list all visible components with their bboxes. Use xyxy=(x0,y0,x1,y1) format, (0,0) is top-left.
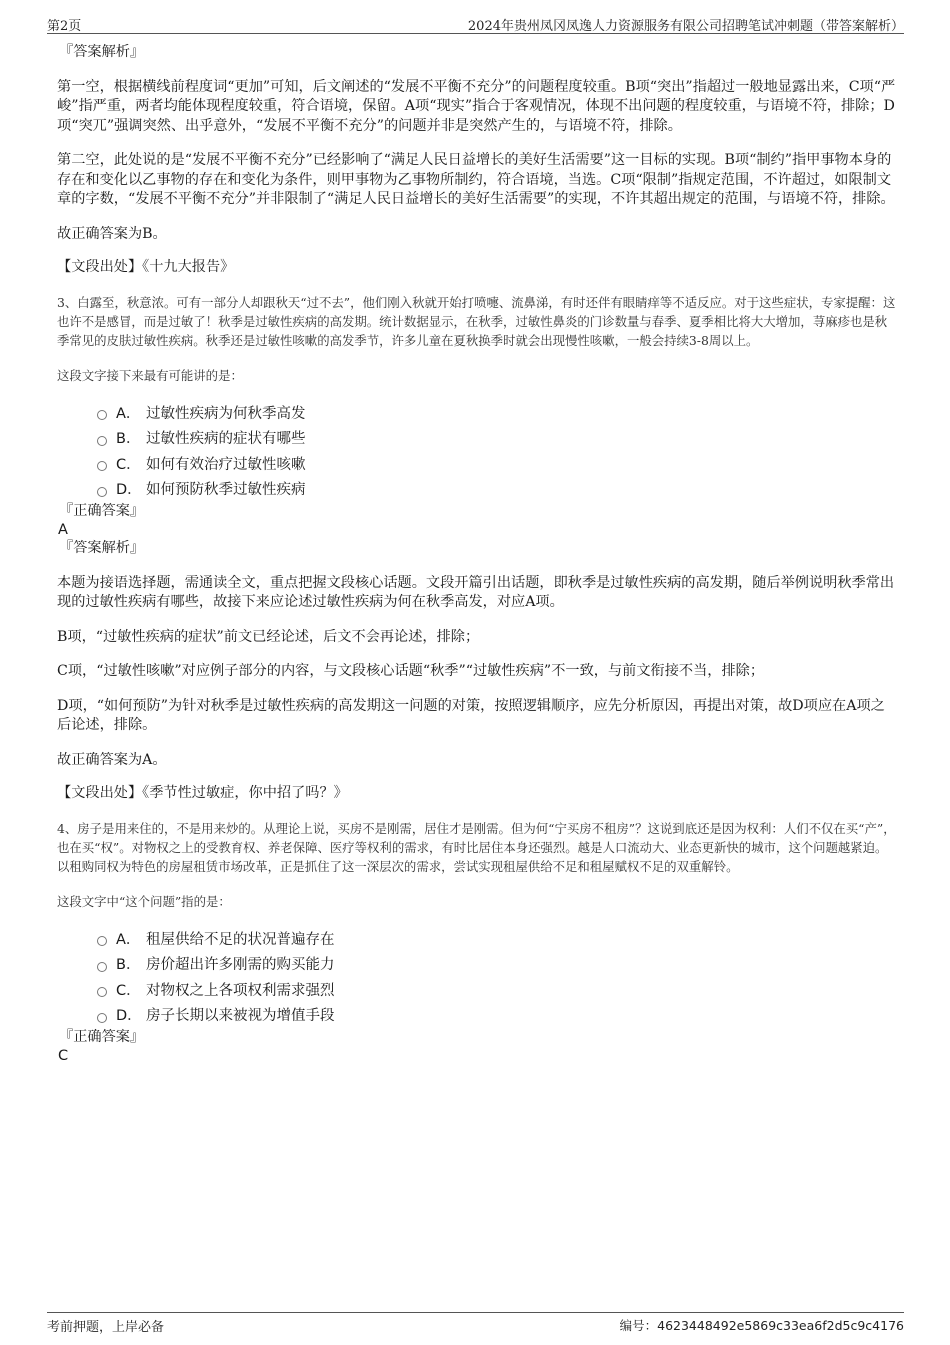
option-letter: D． xyxy=(116,482,142,499)
q4-option-b[interactable] xyxy=(97,951,897,977)
q4-options xyxy=(57,926,897,1028)
footer-slogan: 考前押题，上岸必备 xyxy=(47,1320,165,1335)
option-text: 租屋供给不足的状况普遍存在 xyxy=(146,931,335,948)
radio-button[interactable] xyxy=(97,410,107,420)
option-letter: D． xyxy=(116,1008,142,1025)
q4-option-d[interactable] xyxy=(97,1002,897,1028)
q4-correct-answer: C xyxy=(58,1048,69,1064)
option-text: 过敏性疾病为何秋季高发 xyxy=(146,405,306,422)
radio-button[interactable] xyxy=(97,461,107,471)
q3-analysis-para-4: D项，“如何预防”为针对秋季是过敏性疾病的高发期这一问题的对策，按照逻辑顺序，应先分析原因，再提出对策，故D项应在A项之后论述，排除。 xyxy=(57,697,885,733)
q2-analysis-para-1: 第一空，根据横线前程度词“更加”可知，后文阐述的“发展不平衡不充分”的问题程度较重。B项“突出”指超过一般地显露出来，C项“严峻”指严重，两者均能体现程度较重，符合语境，保留。A项“现实”指合于客观情况，体现不出问题的程度较重，与语境不符，排除；D项“突兀”强调突然、出乎意外，“发展不平衡不充分”的问题并非是突然产生的，与语境不符，排除。 xyxy=(57,78,896,134)
document-title: 2024年贵州凤冈凤逸人力资源服务有限公司招聘笔试冲刺题（带答案解析） xyxy=(467,19,904,34)
option-letter: C． xyxy=(116,982,141,999)
q4-option-a[interactable] xyxy=(97,926,897,952)
q3-correct-answer: A xyxy=(58,522,68,538)
option-text: 房子长期以来被视为增值手段 xyxy=(146,1008,335,1025)
q4-passage: 4、房子是用来住的，不是用来炒的。从理论上说，买房不是刚需，居住才是刚需。但为何“宁买房不租房”？这说到底还是因为权利：人们不仅在买“产”，也在买“权”。对物权之上的受教育权、养老保障、医疗等权利的需求，有时比居住本身还强烈。越是人口流动大、业态更新快的城市，这个问题越紧迫。以租购同权为特色的房屋租赁市场改革，正是抓住了这一深层次的需求，尝试实现租屋供给不足和租屋赋权不足的双重解铃。 xyxy=(57,820,896,874)
q4-correct-label: 『正确答案』 xyxy=(59,1028,145,1045)
q2-source: 【文段出处】《十九大报告》 xyxy=(57,259,235,275)
radio-button[interactable] xyxy=(97,936,107,946)
option-text: 如何预防秋季过敏性疾病 xyxy=(146,482,306,499)
option-letter: C． xyxy=(116,456,141,473)
q3-option-a[interactable] xyxy=(97,400,897,426)
page-content xyxy=(57,43,897,1065)
q3-source: 【文段出处】《季节性过敏症，你中招了吗？》 xyxy=(57,785,348,801)
option-text: 过敏性疾病的症状有哪些 xyxy=(146,431,306,448)
radio-button[interactable] xyxy=(97,987,107,997)
option-text: 房价超出许多刚需的购买能力 xyxy=(146,957,335,974)
q3-options xyxy=(57,400,897,502)
q2-analysis-para-2: 第二空，此处说的是“发展不平衡不充分”已经影响了“满足人民日益增长的美好生活需要”这一目标的实现。B项“制约”指甲事物本身的存在和变化以乙事物的存在和变化为条件，则甲事物为乙事物所制约，符合语境，当选。C项“限制”指规定范围，不许超过，如限制文章的字数，“发展不平衡不充分”并非限制了“满足人民日益增长的美好生活需要”的实现，不许其超出规定的范围，与语境不符，排除。 xyxy=(57,152,895,207)
radio-button[interactable] xyxy=(97,436,107,446)
q3-analysis-para-2: B项，“过敏性疾病的症状”前文已经论述，后文不会再论述，排除； xyxy=(57,628,480,645)
page-number: 第2页 xyxy=(47,19,82,34)
q2-answer-statement: 故正确答案为B。 xyxy=(57,225,167,242)
q3-analysis-label: 『答案解析』 xyxy=(59,540,145,556)
q3-passage: 3、白露至，秋意浓。可有一部分人却跟秋天“过不去”，他们刚入秋就开始打喷嚏、流鼻涕，有时还伴有眼睛痒等不适反应。对于这些症状，专家提醒：这也许不是感冒，而是过敏了！秋季是过敏性疾病的高发期。统计数据显示，在秋季，过敏性鼻炎的门诊数量与春季、夏季相比将大大增加，荨麻疹也是秋季常见的皮肤过敏性疾病。秋季还是过敏性咳嗽的高发季节，许多儿童在夏秋换季时就会出现慢性咳嗽，一般会持续3-8周以上。 xyxy=(57,294,896,348)
radio-button[interactable] xyxy=(97,1013,107,1023)
q3-option-c[interactable] xyxy=(97,451,897,477)
q3-answer-statement: 故正确答案为A。 xyxy=(57,751,167,768)
q4-question: 这段文字中“这个问题”指的是： xyxy=(57,893,231,909)
option-text: 对物权之上各项权利需求强烈 xyxy=(146,982,335,999)
page-footer xyxy=(47,1312,904,1333)
q3-option-d[interactable] xyxy=(97,476,897,502)
q4-option-c[interactable] xyxy=(97,977,897,1003)
option-letter: B． xyxy=(116,431,141,448)
radio-button[interactable] xyxy=(97,962,107,972)
q3-analysis-para-3: C项，“过敏性咳嗽”对应例子部分的内容，与文段核心话题“秋季”“过敏性疾病”不一致，与前文衔接不当，排除； xyxy=(57,663,765,679)
option-letter: A． xyxy=(116,405,141,422)
q2-analysis-label: 『答案解析』 xyxy=(59,44,145,60)
radio-button[interactable] xyxy=(97,487,107,497)
option-text: 如何有效治疗过敏性咳嗽 xyxy=(146,456,306,473)
q3-correct-label: 『正确答案』 xyxy=(59,502,145,519)
q3-option-b[interactable] xyxy=(97,425,897,451)
option-letter: A． xyxy=(116,931,141,948)
option-letter: B． xyxy=(116,957,141,974)
q3-analysis-para-1: 本题为接语选择题，需通读全文，重点把握文段核心话题。文段开篇引出话题，即秋季是过敏性疾病的高发期，随后举例说明秋季常出现的过敏性疾病有哪些，故接下来应论述过敏性疾病为何在秋季高发，对应A项。 xyxy=(57,574,895,610)
document-id: 编号：4623448492e5869c33ea6f2d5c9c4176 xyxy=(619,1318,904,1333)
q3-question: 这段文字接下来最有可能讲的是： xyxy=(57,367,243,383)
page-header xyxy=(47,13,904,34)
